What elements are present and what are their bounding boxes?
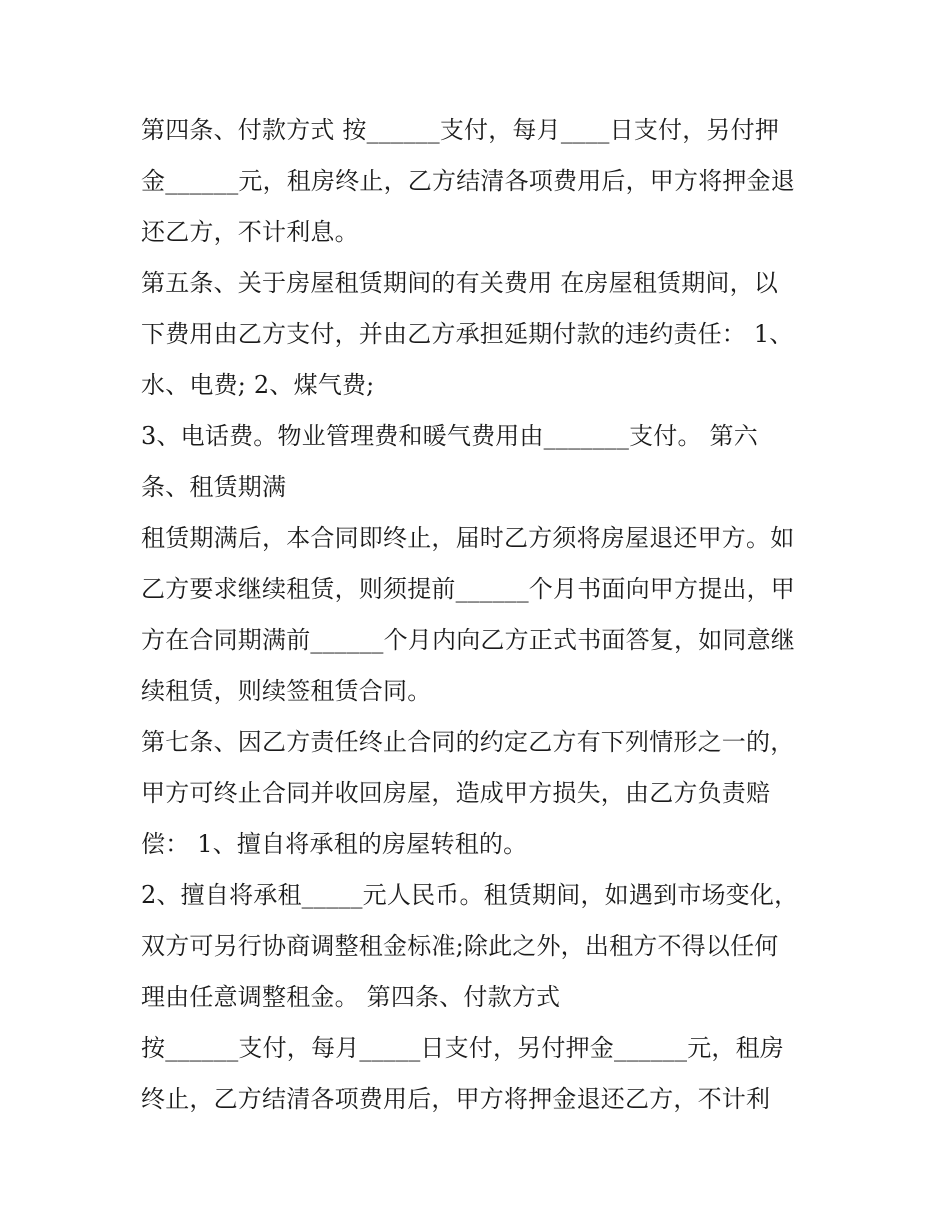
text-line-12: 续租赁，则续签租赁合同。: [141, 677, 432, 705]
text-line-14: 甲方可终止合同并收回房屋，造成甲方损失，由乙方负责赔: [141, 779, 771, 807]
text-line-4: 第五条、关于房屋租赁期间的有关费用 在房屋租赁期间，以: [141, 269, 779, 297]
text-line-19: 按______支付，每月_____日支付，另付押金______元，租房: [141, 1034, 784, 1062]
text-line-16: 2、擅自将承租_____元人民币。租赁期间，如遇到市场变化，: [141, 881, 799, 909]
text-line-17: 双方可另行协商调整租金标准;除此之外，出租方不得以任何: [141, 932, 779, 960]
text-line-18: 理由任意调整租金。 第四条、付款方式: [141, 983, 561, 1011]
text-line-2: 金______元，租房终止，乙方结清各项费用后，甲方将押金退: [141, 167, 795, 195]
text-line-5: 下费用由乙方支付，并由乙方承担延期付款的违约责任： 1、: [141, 320, 794, 348]
text-line-15: 偿： 1、擅自将承租的房屋转租的。: [141, 830, 528, 858]
text-line-1: 第四条、付款方式 按______支付，每月____日支付，另付押: [141, 116, 780, 144]
text-line-7: 3、电话费。物业管理费和暖气费用由_______支付。 第六: [141, 422, 758, 450]
text-line-6: 水、电费; 2、煤气费;: [141, 371, 375, 399]
text-line-8: 条、租赁期满: [141, 473, 287, 501]
text-line-20: 终止，乙方结清各项费用后，甲方将押金退还乙方，不计利: [141, 1085, 771, 1113]
text-line-11: 方在合同期满前______个月内向乙方正式书面答复，如同意继: [141, 626, 795, 654]
text-line-3: 还乙方，不计利息。: [141, 218, 359, 246]
text-line-13: 第七条、因乙方责任终止合同的约定乙方有下列情形之一的，: [141, 728, 795, 756]
text-line-10: 乙方要求继续租赁，则须提前______个月书面向甲方提出，甲: [141, 575, 795, 603]
text-line-9: 租赁期满后，本合同即终止，届时乙方须将房屋退还甲方。如: [141, 524, 795, 552]
